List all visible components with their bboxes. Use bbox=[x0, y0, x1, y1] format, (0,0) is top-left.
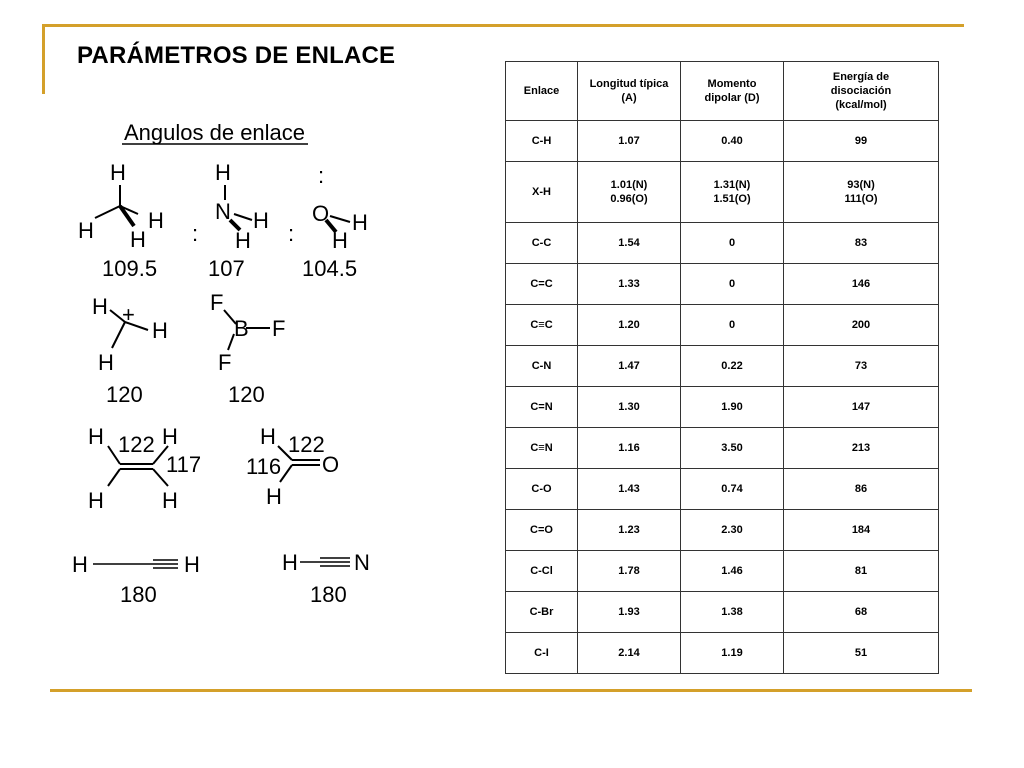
angle-methyl-cation: 120 bbox=[106, 382, 143, 407]
header-longitud: Longitud típica (A) bbox=[578, 62, 681, 121]
lone-pair: : bbox=[192, 221, 199, 246]
table-row bbox=[506, 428, 939, 469]
cell-length: 1.47 bbox=[578, 346, 681, 387]
left-divider bbox=[42, 24, 45, 94]
atom-h: H bbox=[266, 484, 282, 509]
cell-energy: 184 bbox=[784, 510, 939, 551]
atom-h: H bbox=[162, 424, 178, 449]
cell-dipole: 1.46 bbox=[681, 551, 784, 592]
table-row bbox=[506, 162, 939, 223]
table-row bbox=[506, 387, 939, 428]
cell-length: 1.16 bbox=[578, 428, 681, 469]
cell-energy: 147 bbox=[784, 387, 939, 428]
plus-charge: + bbox=[122, 302, 135, 327]
cell-bond: C=N bbox=[506, 387, 578, 428]
atom-h: H bbox=[88, 424, 104, 449]
cell-energy: 146 bbox=[784, 264, 939, 305]
cell-bond: C=C bbox=[506, 264, 578, 305]
atom-o: O bbox=[322, 452, 340, 477]
cell-length: 1.20 bbox=[578, 305, 681, 346]
angle-bf3: 120 bbox=[228, 382, 265, 407]
cell-energy: 83 bbox=[784, 223, 939, 264]
atom-h: H bbox=[235, 228, 251, 253]
cell-dipole: 0 bbox=[681, 305, 784, 346]
header-momento: Momento dipolar (D) bbox=[681, 62, 784, 121]
bond-parameters-table bbox=[505, 61, 939, 674]
bond-line bbox=[108, 469, 120, 486]
cell-energy: 86 bbox=[784, 469, 939, 510]
cell-bond: C-O bbox=[506, 469, 578, 510]
diagram-heading: Angulos de enlace bbox=[124, 120, 306, 145]
angle-methane: 109.5 bbox=[102, 256, 158, 281]
cell-length: 2.14 bbox=[578, 633, 681, 674]
atom-h: H bbox=[352, 210, 368, 235]
angle-ammonia: 107 bbox=[208, 256, 245, 281]
cell-energy: 93(N) 111(O) bbox=[784, 162, 939, 223]
cell-energy: 81 bbox=[784, 551, 939, 592]
table-row bbox=[506, 510, 939, 551]
cell-dipole: 1.19 bbox=[681, 633, 784, 674]
table-row bbox=[506, 305, 939, 346]
atom-h: H bbox=[130, 227, 146, 252]
cell-length: 1.43 bbox=[578, 469, 681, 510]
atom-h: H bbox=[282, 550, 298, 575]
cell-dipole: 1.90 bbox=[681, 387, 784, 428]
cell-length: 1.54 bbox=[578, 223, 681, 264]
bottom-divider bbox=[50, 689, 972, 692]
cell-dipole: 1.31(N) 1.51(O) bbox=[681, 162, 784, 223]
table-row bbox=[506, 346, 939, 387]
table-row bbox=[506, 633, 939, 674]
cell-bond: C-C bbox=[506, 223, 578, 264]
cell-bond: X-H bbox=[506, 162, 578, 223]
atom-h: H bbox=[88, 488, 104, 513]
cell-energy: 200 bbox=[784, 305, 939, 346]
atom-f: F bbox=[272, 316, 286, 341]
table-row bbox=[506, 469, 939, 510]
atom-h: H bbox=[260, 424, 276, 449]
cell-energy: 51 bbox=[784, 633, 939, 674]
cell-dipole: 2.30 bbox=[681, 510, 784, 551]
table-row bbox=[506, 223, 939, 264]
cell-bond: C≡C bbox=[506, 305, 578, 346]
header-enlace: Enlace bbox=[506, 62, 578, 121]
atom-n: N bbox=[354, 550, 370, 575]
angle-water: 104.5 bbox=[302, 256, 358, 281]
cell-dipole: 0 bbox=[681, 264, 784, 305]
atom-h: H bbox=[332, 228, 348, 253]
table-row bbox=[506, 551, 939, 592]
cell-length: 1.07 bbox=[578, 121, 681, 162]
table-header-row bbox=[506, 62, 939, 121]
atom-h: H bbox=[184, 552, 200, 577]
cell-bond: C-N bbox=[506, 346, 578, 387]
cell-dipole: 1.38 bbox=[681, 592, 784, 633]
atom-h: H bbox=[162, 488, 178, 513]
cell-length: 1.33 bbox=[578, 264, 681, 305]
angle-ethylene-a: 122 bbox=[118, 432, 155, 457]
atom-n: N bbox=[215, 199, 231, 224]
atom-h: H bbox=[78, 218, 94, 243]
cell-length: 1.93 bbox=[578, 592, 681, 633]
cell-bond: C≡N bbox=[506, 428, 578, 469]
cell-bond: C-Cl bbox=[506, 551, 578, 592]
bond-line bbox=[95, 206, 120, 218]
atom-h: H bbox=[110, 160, 126, 185]
cell-length: 1.23 bbox=[578, 510, 681, 551]
angle-ethylene-b: 117 bbox=[166, 452, 202, 477]
atom-h: H bbox=[92, 294, 108, 319]
angle-acetylene: 180 bbox=[120, 582, 157, 607]
cell-bond: C-Br bbox=[506, 592, 578, 633]
atom-labels bbox=[72, 120, 370, 577]
cell-energy: 99 bbox=[784, 121, 939, 162]
cell-dipole: 3.50 bbox=[681, 428, 784, 469]
cell-dipole: 0.40 bbox=[681, 121, 784, 162]
atom-h: H bbox=[72, 552, 88, 577]
atom-f: F bbox=[218, 350, 232, 375]
cell-length: 1.78 bbox=[578, 551, 681, 592]
table-row bbox=[506, 592, 939, 633]
atom-h: H bbox=[98, 350, 114, 375]
angle-values bbox=[102, 256, 357, 607]
cell-bond: C-I bbox=[506, 633, 578, 674]
cell-energy: 213 bbox=[784, 428, 939, 469]
bond-angles-diagram bbox=[60, 110, 460, 620]
atom-o: O bbox=[312, 201, 330, 226]
atom-h: H bbox=[215, 160, 231, 185]
page-title: PARÁMETROS DE ENLACE bbox=[77, 42, 396, 69]
table-row bbox=[506, 264, 939, 305]
cell-bond: C=O bbox=[506, 510, 578, 551]
cell-length: 1.01(N) 0.96(O) bbox=[578, 162, 681, 223]
angle-formaldehyde-b: 116 bbox=[246, 454, 282, 479]
header-energia: Energía de disociación (kcal/mol) bbox=[784, 62, 939, 121]
bond-line bbox=[330, 216, 350, 222]
top-divider bbox=[42, 24, 964, 27]
lone-pair: : bbox=[318, 163, 325, 188]
cell-dipole: 0.22 bbox=[681, 346, 784, 387]
table-row bbox=[506, 121, 939, 162]
atom-h: H bbox=[148, 208, 164, 233]
lone-pair: : bbox=[288, 221, 295, 246]
bond-line bbox=[234, 214, 252, 220]
cell-length: 1.30 bbox=[578, 387, 681, 428]
cell-energy: 73 bbox=[784, 346, 939, 387]
atom-h: H bbox=[253, 208, 269, 233]
atom-f: F bbox=[210, 290, 224, 315]
cell-dipole: 0.74 bbox=[681, 469, 784, 510]
cell-bond: C-H bbox=[506, 121, 578, 162]
atom-b: B bbox=[234, 316, 249, 341]
angle-hcn: 180 bbox=[310, 582, 347, 607]
angle-formaldehyde-a: 122 bbox=[288, 432, 325, 457]
atom-h: H bbox=[152, 318, 168, 343]
cell-dipole: 0 bbox=[681, 223, 784, 264]
cell-energy: 68 bbox=[784, 592, 939, 633]
bond-line bbox=[280, 465, 292, 482]
